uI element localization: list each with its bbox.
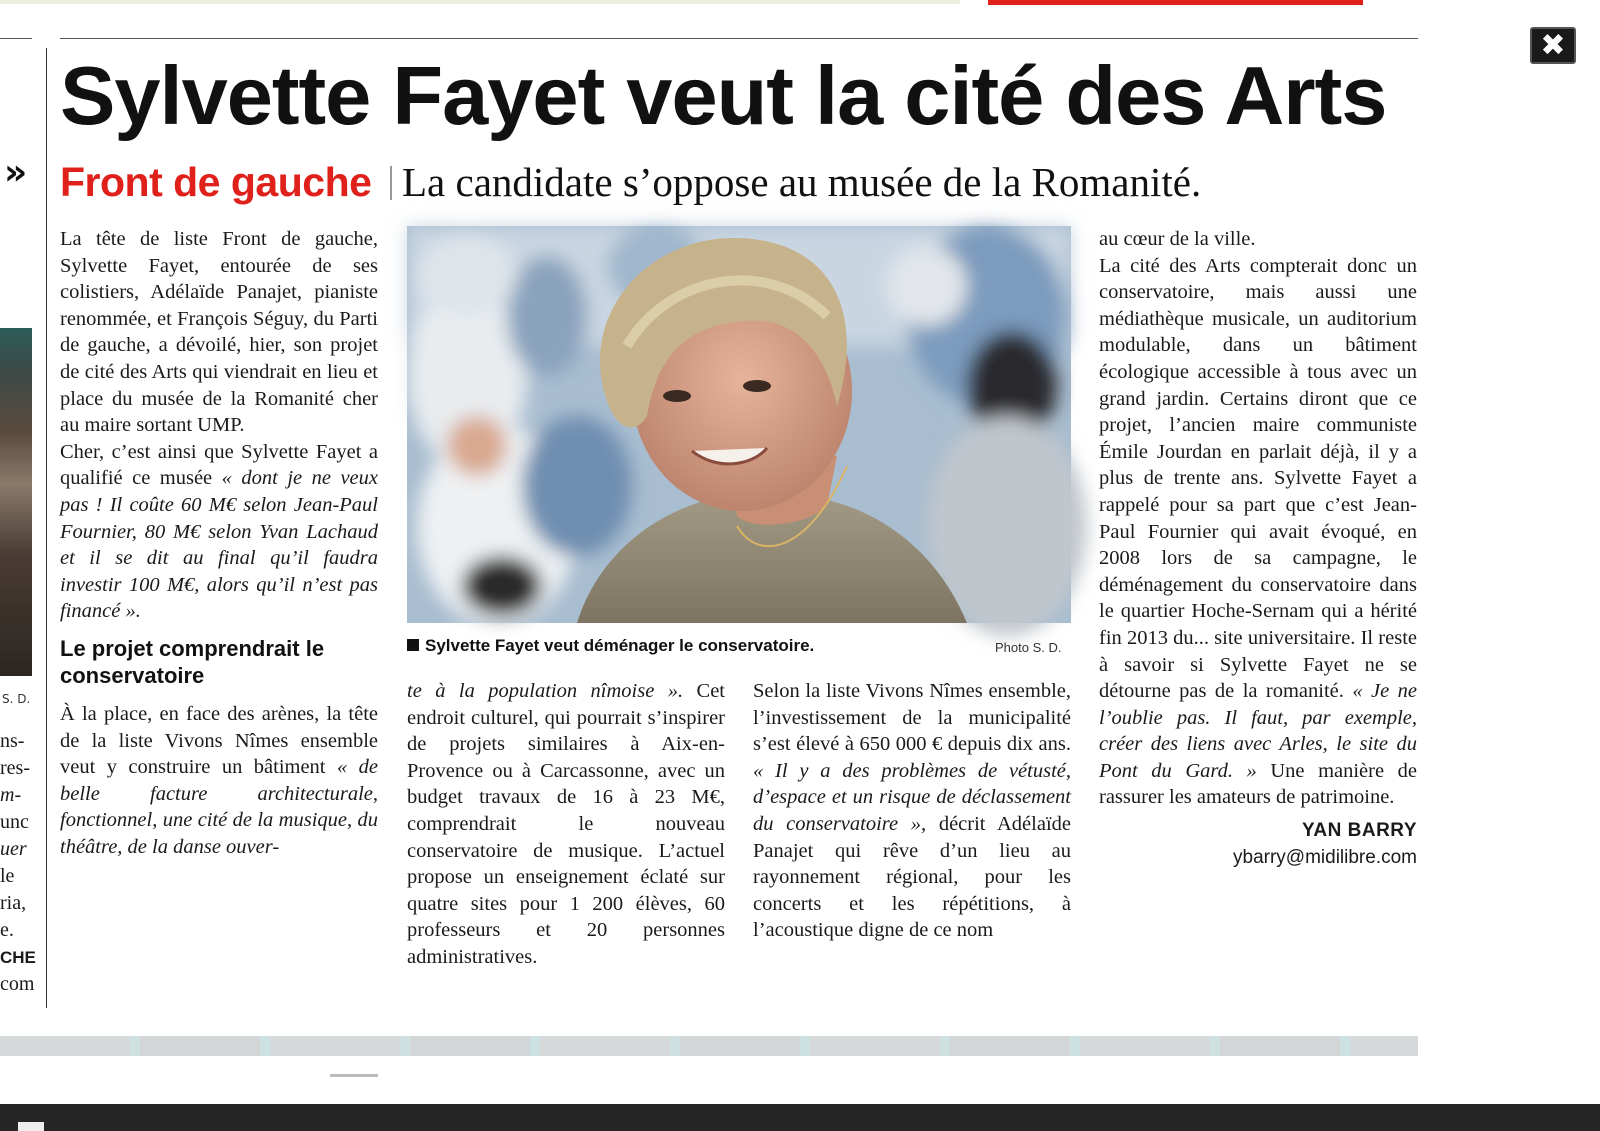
paragraph-text: Une manière de rassurer les amateurs de patrimoine.	[1099, 759, 1417, 809]
quote-text: « Il y a des problèmes de vétusté, d’espace et un risque de déclassement du conservatoire »	[753, 759, 1071, 835]
photo-credit: Photo S. D.	[995, 640, 1062, 655]
kicker-separator	[390, 166, 392, 200]
author-name: YAN BARRY	[1301, 820, 1417, 842]
prev-article-line: ns-	[0, 730, 25, 752]
prev-article-line: com	[0, 973, 35, 995]
quote-text: « Je ne l’oublie pas. Il faut, par exemple, créer des liens avec Arles, le site du Pont du Gard. »	[1099, 680, 1418, 782]
prev-article-line: unc	[0, 811, 29, 833]
paragraph: La tête de liste Front de gauche, Sylvette Fayet, entourée de ses colistiers, Adélaïde Panajet, pianiste renommée, et François Séguy, du Parti de gauche, a dévoilé, hier, son projet de cité des Arts qui viendrait en lieu et place du musée de la Romanité cher au maire sortant UMP.	[60, 228, 378, 437]
intertitle: Le projet comprendrait le conservatoire	[60, 635, 325, 688]
column-separator	[46, 48, 47, 1008]
author-email[interactable]: ybarry@midilibre.com	[1233, 847, 1417, 869]
prev-article-photo	[0, 328, 32, 676]
prev-article-photo-credit: S. D.	[2, 692, 31, 706]
paragraph	[407, 678, 725, 971]
quote-text: « de belle facture architecturale, fonctionnel, une cité de la musique, du théâtre, de la danse ouver-	[60, 756, 378, 858]
paragraph-text: Cher, c’est ainsi que Sylvette Fayet a qualifié ce musée	[60, 440, 378, 490]
close-icon[interactable]: ✖	[1540, 28, 1566, 63]
kicker: Front de gauche	[60, 159, 372, 205]
paragraph-text: Cet endroit culturel, qui pourrait s’inspirer de projets similaires à Aix-en-Provence ou à Carcassonne, avec un budget travaux de 16 à 23 M€, comprendrait le nouveau conservatoire de musique. L’actuel propose un enseignement éclaté sur quatre sites pour 1 200 élèves, 60 professeurs et 20 personnes administratives.	[407, 680, 726, 968]
viewer-thumbnail[interactable]	[18, 1122, 44, 1131]
paragraph	[60, 439, 378, 625]
photo-caption-text: Sylvette Fayet veut déménager le conservatoire.	[425, 636, 815, 655]
subhead: La candidate s’oppose au musée de la Romanité.	[402, 159, 1202, 205]
prev-article-chevron: »	[4, 152, 28, 193]
paragraph-text: Selon la liste Vivons Nîmes ensemble, l’investissement de la municipalité s’est élevé à 650 000 € depuis dix ans.	[753, 680, 1071, 756]
article-column-3	[407, 678, 725, 971]
prev-article-line: ria,	[0, 892, 27, 914]
paragraph	[1099, 253, 1417, 811]
prev-article-line: res-	[0, 757, 30, 779]
article-column-5	[1099, 226, 1417, 871]
paragraph-text: , décrit Adélaïde Panajet qui rêve d’un lieu au rayonnement régional, pour les concerts et les répétitions, à l’acoustique digne de ce nom	[753, 812, 1071, 942]
headline: Sylvette Fayet veut la cité des Arts	[60, 49, 1387, 142]
prev-article-text	[0, 728, 36, 998]
paragraph-text: La cité des Arts compterait donc un conservatoire, mais aussi une médiathèque musicale, un auditorium modulable, dans un bâtiment écologique accessible à tous avec un grand jardin. Certains diront que ce projet, l’ancien maire communiste Émile Jourdan en parlait déjà, il y a plus de trente ans. Sylvette Fayet a rappelé pour sa part que c’est Jean-Paul Fournier qui avait évoqué, en 2008 lors de sa campagne, le déménagement du conservatoire dans le quartier Hoche-Sernam qui a hérité fin 2013 du... site universitaire. Il reste à savoir si Sylvette Fayet ne se détourne pas de la romanité.	[1099, 254, 1417, 703]
quote-text: te à la population nîmoise ».	[407, 680, 684, 702]
paragraph	[60, 701, 378, 861]
article-column-4	[753, 678, 1071, 944]
article-column-1	[60, 226, 378, 860]
prev-article-line: le	[0, 865, 15, 887]
page-mark	[330, 1074, 378, 1077]
quote-text: « dont je ne veux pas ! Il coûte 60 M€ selon Jean-Paul Fournier, 80 M€ selon Yvan Lachaud et il se dit au final qu’il faudra investir 100 M€, alors qu’il n’est pas financé ».	[60, 467, 378, 623]
paragraph: au cœur de la ville.	[1099, 228, 1256, 250]
caption-bullet-icon	[407, 639, 419, 651]
prev-article-line: uer	[0, 838, 27, 860]
prev-article-line: m-	[0, 784, 22, 806]
close-button[interactable]	[1530, 27, 1576, 64]
paragraph-text: À la place, en face des arènes, la tête de la liste Vivons Nîmes ensemble veut y construire un bâtiment	[60, 702, 378, 779]
photo-caption	[407, 636, 1071, 660]
top-rule-left	[0, 38, 32, 39]
article-photo	[407, 226, 1071, 623]
prev-article-line: CHE	[0, 948, 36, 967]
prev-article-line: e.	[0, 919, 14, 941]
viewer-bottom-bar	[0, 1104, 1600, 1131]
top-edge-strip	[0, 0, 960, 4]
page-bottom-band	[0, 1036, 1418, 1056]
paragraph	[753, 678, 1071, 944]
top-rule	[60, 38, 1418, 39]
top-red-strip	[988, 0, 1363, 5]
